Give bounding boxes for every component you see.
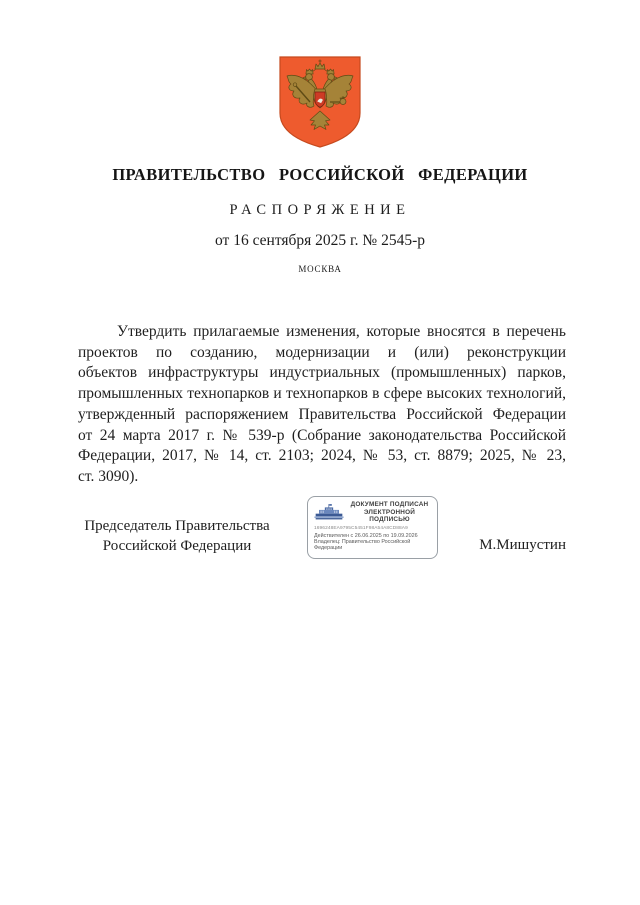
document-date-number: от 16 сентября 2025 г. № 2545-р <box>215 232 425 249</box>
certificate-validity: Действителен с 26.06.2025 по 19.09.2026 <box>314 532 418 539</box>
certificate-owner-line2: Федерации <box>314 545 343 552</box>
body-line: промышленных технопарков и технопарков в сфере высоких технологий, <box>78 385 566 403</box>
stamp-header <box>314 501 431 524</box>
decree-body-paragraph <box>78 322 566 488</box>
body-line: от 24 марта 2017 г. № 539-р (Собрание законодательства Российской <box>78 426 566 444</box>
certificate-owner-line1: Владелец: Правительство Российской <box>314 538 411 545</box>
body-line: утвержденный распоряжением Правительства Российской Федерации <box>78 405 566 423</box>
signer-position-line1: Председатель Правительства <box>84 518 270 534</box>
stamp-title-line2: ЭЛЕКТРОННОЙ ПОДПИСЬЮ <box>363 508 416 524</box>
russia-coat-of-arms-icon <box>279 56 361 148</box>
signer-name: М.Мишустин <box>479 537 566 553</box>
document-type-heading: РАСПОРЯЖЕНИЕ <box>229 202 411 218</box>
body-line: проектов по созданию, модернизации и (или) реконструкции <box>78 343 566 361</box>
digital-signature-stamp <box>307 496 438 559</box>
stamp-title <box>348 501 431 524</box>
certificate-owner <box>314 539 431 552</box>
signer-position <box>78 517 276 556</box>
government-title: ПРАВИТЕЛЬСТВО РОССИЙСКОЙ ФЕДЕРАЦИИ <box>112 165 528 184</box>
government-house-icon <box>314 503 344 521</box>
body-line: ст. 3090). <box>78 467 139 485</box>
signer-position-line2: Российской Федерации <box>102 537 252 554</box>
body-line: объектов инфраструктуры индустриальных (промышленных) парков, <box>78 364 566 382</box>
certificate-number: 1696248EA9795C5451F98A54A8CD88A9 <box>314 526 408 532</box>
body-line: Федерации, 2017, № 14, ст. 2103; 2024, № 53, ст. 8879; 2025, № 23, <box>78 447 566 465</box>
body-line: Утвердить прилагаемые изменения, которые вносятся в перечень <box>117 323 566 340</box>
city-label: МОСКВА <box>298 264 342 274</box>
stamp-title-line1: ДОКУМЕНТ ПОДПИСАН <box>350 501 429 508</box>
